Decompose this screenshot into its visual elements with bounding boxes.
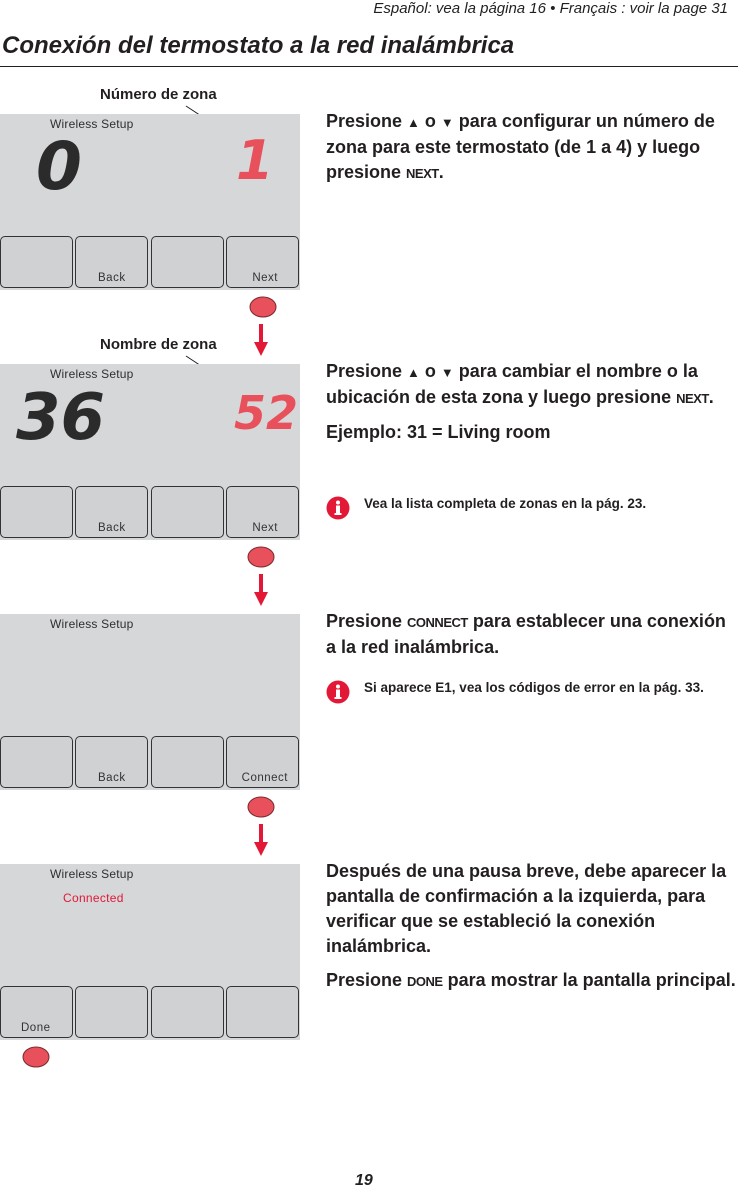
step4-instructions: Después de una pausa breve, debe aparecer la pantalla de confirmación a la izquierda, para verificar que se estableció la conexión inalámbrica. Presione DONE para mostrar la pantalla principal. (326, 861, 736, 990)
led-indicator (249, 296, 277, 323)
zone-name-display: 36 (16, 381, 106, 455)
thermostat-screen-zone-number (0, 114, 300, 290)
down-arrow-icon: ▼ (440, 115, 454, 130)
key-connect: CONNECT (407, 615, 468, 630)
back-button[interactable]: Back (75, 486, 148, 538)
key-next: NEXT (406, 166, 439, 181)
callout-zone-name: Nombre de zona (100, 336, 217, 353)
led-indicator (247, 796, 275, 823)
next-button[interactable]: Next (226, 486, 299, 538)
example-text: Ejemplo: 31 = Living room (326, 422, 551, 442)
up-arrow-icon: ▲ (407, 365, 420, 380)
info-icon (326, 680, 350, 704)
connected-status: Connected (63, 891, 124, 905)
step3-instructions: Presione CONNECT para establecer una conexión a la red inalámbrica. (326, 611, 726, 657)
thermostat-screen-connect (0, 614, 300, 790)
page-number: 19 (355, 1172, 373, 1189)
blank-button[interactable] (151, 236, 224, 288)
blank-button[interactable] (0, 486, 73, 538)
down-arrow-icon (254, 574, 268, 611)
blank-button[interactable] (151, 736, 224, 788)
note-text: Si aparece E1, vea los códigos de error en la pág. 33. (364, 680, 704, 695)
down-arrow-icon (254, 824, 268, 861)
note-text: Vea la lista completa de zonas en la pág. 23. (364, 496, 647, 511)
back-button[interactable]: Back (75, 236, 148, 288)
thermostat-screen-zone-name (0, 364, 300, 540)
done-button[interactable]: Done (0, 986, 73, 1038)
confirmation-text: Después de una pausa breve, debe aparecer la pantalla de confirmación a la izquierda, para verificar que se estableció la conexión inalámbrica. (326, 861, 727, 956)
info-icon (326, 496, 350, 520)
led-indicator (247, 546, 275, 573)
back-button[interactable]: Back (75, 736, 148, 788)
screen-label: Wireless Setup (50, 617, 134, 631)
step2-instructions: Presione ▲ o ▼ para cambiar el nombre o la ubicación de esta zona y luego presione NEXT. Ejemplo: 31 = Living room (326, 359, 736, 454)
zone-number-value: 1 (236, 129, 274, 192)
up-arrow-icon: ▲ (407, 115, 420, 130)
thermostat-screen-connected (0, 864, 300, 1040)
blank-button[interactable] (0, 236, 73, 288)
step1-instructions: Presione ▲ o ▼ para configurar un número de zona para este termostato (de 1 a 4) y luego presione NEXT. (326, 111, 715, 182)
led-indicator (22, 1046, 50, 1073)
blank-button[interactable] (151, 486, 224, 538)
screen-label: Wireless Setup (50, 367, 134, 381)
page-title: Conexión del termostato a la red inalámbrica (2, 32, 515, 59)
blank-button[interactable] (0, 736, 73, 788)
key-done: DONE (407, 974, 443, 989)
blank-button[interactable] (226, 986, 299, 1038)
blank-button[interactable] (151, 986, 224, 1038)
next-button[interactable]: Next (226, 236, 299, 288)
callout-zone-number: Número de zona (100, 86, 217, 103)
down-arrow-icon: ▼ (440, 365, 454, 380)
zone-name-code: 52 (234, 386, 299, 440)
key-next: NEXT (676, 391, 709, 406)
blank-button[interactable] (75, 986, 148, 1038)
title-divider (0, 66, 738, 67)
zone-digit-display: 0 (36, 128, 82, 205)
screen-label: Wireless Setup (50, 867, 134, 881)
language-note: Español: vea la página 16 • Français : voir la page 31 (373, 0, 728, 17)
connect-button[interactable]: Connect (226, 736, 299, 788)
screen-label: Wireless Setup (50, 117, 134, 131)
